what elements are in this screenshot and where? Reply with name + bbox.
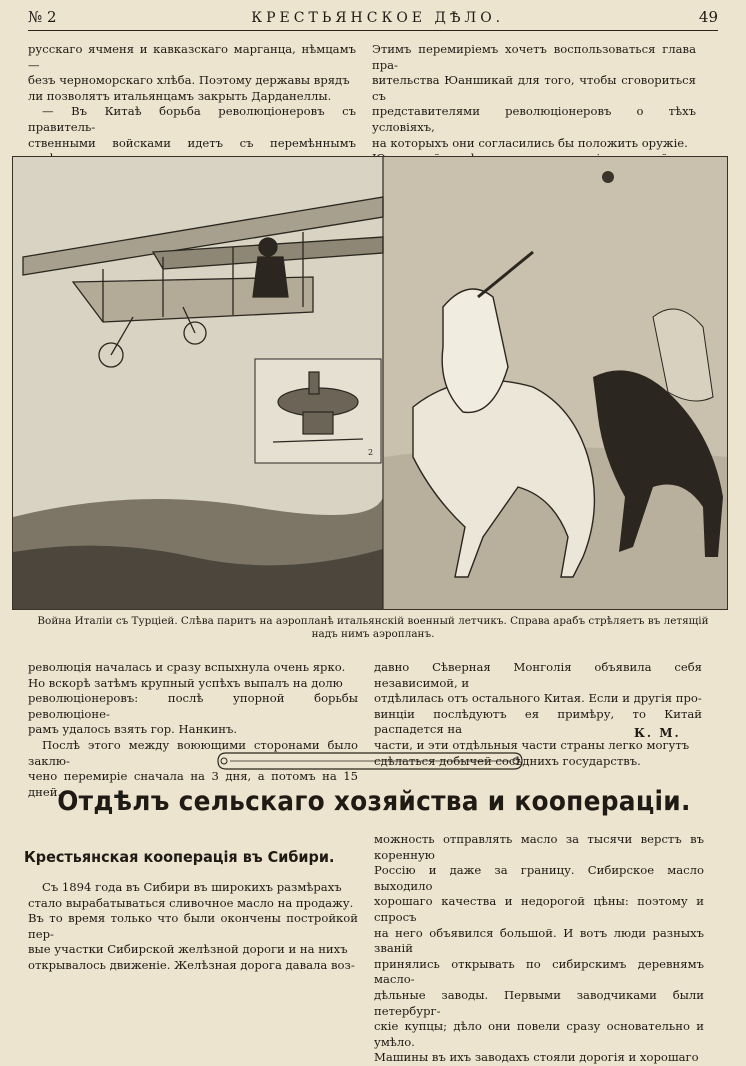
text-line: отдѣлилась отъ остального Китая. Если и другія про- xyxy=(374,691,702,706)
text-line: революціонеровъ: послѣ упорной борьбы революціоне- xyxy=(28,691,358,721)
text-line: Послѣ этого между воюющими сторонами было заклю- xyxy=(28,737,358,768)
text-line: сдѣлаться добычей сосѣднихъ государствъ. xyxy=(374,753,641,768)
bottom-right-column xyxy=(374,832,704,1066)
text-line: безъ черноморскаго хлѣба. Поэтому державы врядъ xyxy=(28,73,350,88)
text-line: Этимъ перемиріемъ хочетъ воспользоваться глава пра- xyxy=(372,42,696,72)
text-line: русскаго ячменя и кавказскаго марганца, нѣмцамъ— xyxy=(28,42,356,72)
text-line: части, и эти отдѣльныя части страны легко могутъ xyxy=(374,737,690,752)
figure-caption: Война Италіи съ Турціей. Слѣва паритъ на аэропланѣ итальянскій военный летчикъ. Справа арабъ стрѣляетъ въ летящій надъ нимъ аэропланъ. xyxy=(37,615,709,640)
text-line: Но вскорѣ затѣмъ крупный успѣхъ выпалъ на долю xyxy=(28,675,343,690)
journal-title: КРЕСТЬЯНСКОЕ ДѢЛО. xyxy=(251,10,505,26)
text-line: ственными войсками идетъ съ перемѣннымъ xyxy=(28,135,356,150)
text-line: можность отправлять масло за тысячи верстъ въ коренную xyxy=(374,832,704,862)
text-line: винціи послѣдуютъ ея примѣру, то Китай распадется на xyxy=(374,706,702,737)
text-line: скіе купцы; дѣло они повели сразу основательно и умѣло. xyxy=(374,1019,704,1049)
text-line: рамъ удалось взять гор. Нанкинъ. xyxy=(28,722,238,737)
text-line: вительства Юаншикай для того, чтобы сговориться съ xyxy=(372,73,696,103)
text-line: на него объявился большой. И вотъ люди разныхъ званій xyxy=(374,925,704,956)
text-line: вые участки Сибирской желѣзной дороги и на нихъ xyxy=(28,942,348,957)
text-line: Россію и даже за границу. Сибирское масло выходило xyxy=(374,863,704,893)
section-title: Отдѣлъ сельскаго хозяйства и кооперацiи. xyxy=(57,786,691,817)
issue-number: № 2 xyxy=(28,8,57,26)
page-header xyxy=(28,8,718,31)
text-line: хорошаго качества и недорогой цѣны: поэтому и спросъ xyxy=(374,894,704,924)
bottom-left-column xyxy=(28,880,358,974)
text-line: — Въ Китаѣ борьба революціонеровъ съ правитель- xyxy=(28,104,356,134)
war-illustration xyxy=(12,156,728,610)
text-line: революція началась и сразу вспыхнула очень ярко. xyxy=(28,660,346,674)
illustration-graphic xyxy=(13,157,727,609)
text-line: принялись открывать по сибирскимъ деревнямъ масло- xyxy=(374,956,704,987)
text-line: давно Сѣверная Монголія объявила себя независимой, и xyxy=(374,660,702,690)
text-line: стало вырабатываться сливочное масло на продажу. xyxy=(28,895,354,910)
text-line: ли позволятъ итальянцамъ закрыть Дарданеллы. xyxy=(28,88,332,103)
inset-number: 2 xyxy=(368,448,374,457)
page-number: 49 xyxy=(698,8,718,26)
text-line: открывалось движеніе. Желѣзная дорога давала воз- xyxy=(28,957,355,972)
text-line: Машины въ ихъ заводахъ стояли дорогія и хорошаго xyxy=(374,1050,699,1065)
text-line: Въ то время только что были окончены постройкой пер- xyxy=(28,911,358,941)
author-signature: К. М. xyxy=(634,726,681,740)
subsection-title: Крестьянская кооперація въ Сибири. xyxy=(24,848,335,866)
text-line: дѣльные заводы. Первыми заводчиками были петербург- xyxy=(374,987,704,1018)
mid-left-column xyxy=(28,660,358,800)
text-line: чено перемиріе сначала на 3 дня, а потомъ на 15 дней. xyxy=(28,769,358,799)
text-line: представителями революціонеровъ о тѣхъ условіяхъ, xyxy=(372,104,696,134)
text-line: на которыхъ они согласились бы положить оружіе. xyxy=(372,135,688,150)
ornamental-divider xyxy=(210,750,530,772)
text-line: Съ 1894 года въ Сибири въ широкихъ размѣрахъ xyxy=(42,880,342,894)
